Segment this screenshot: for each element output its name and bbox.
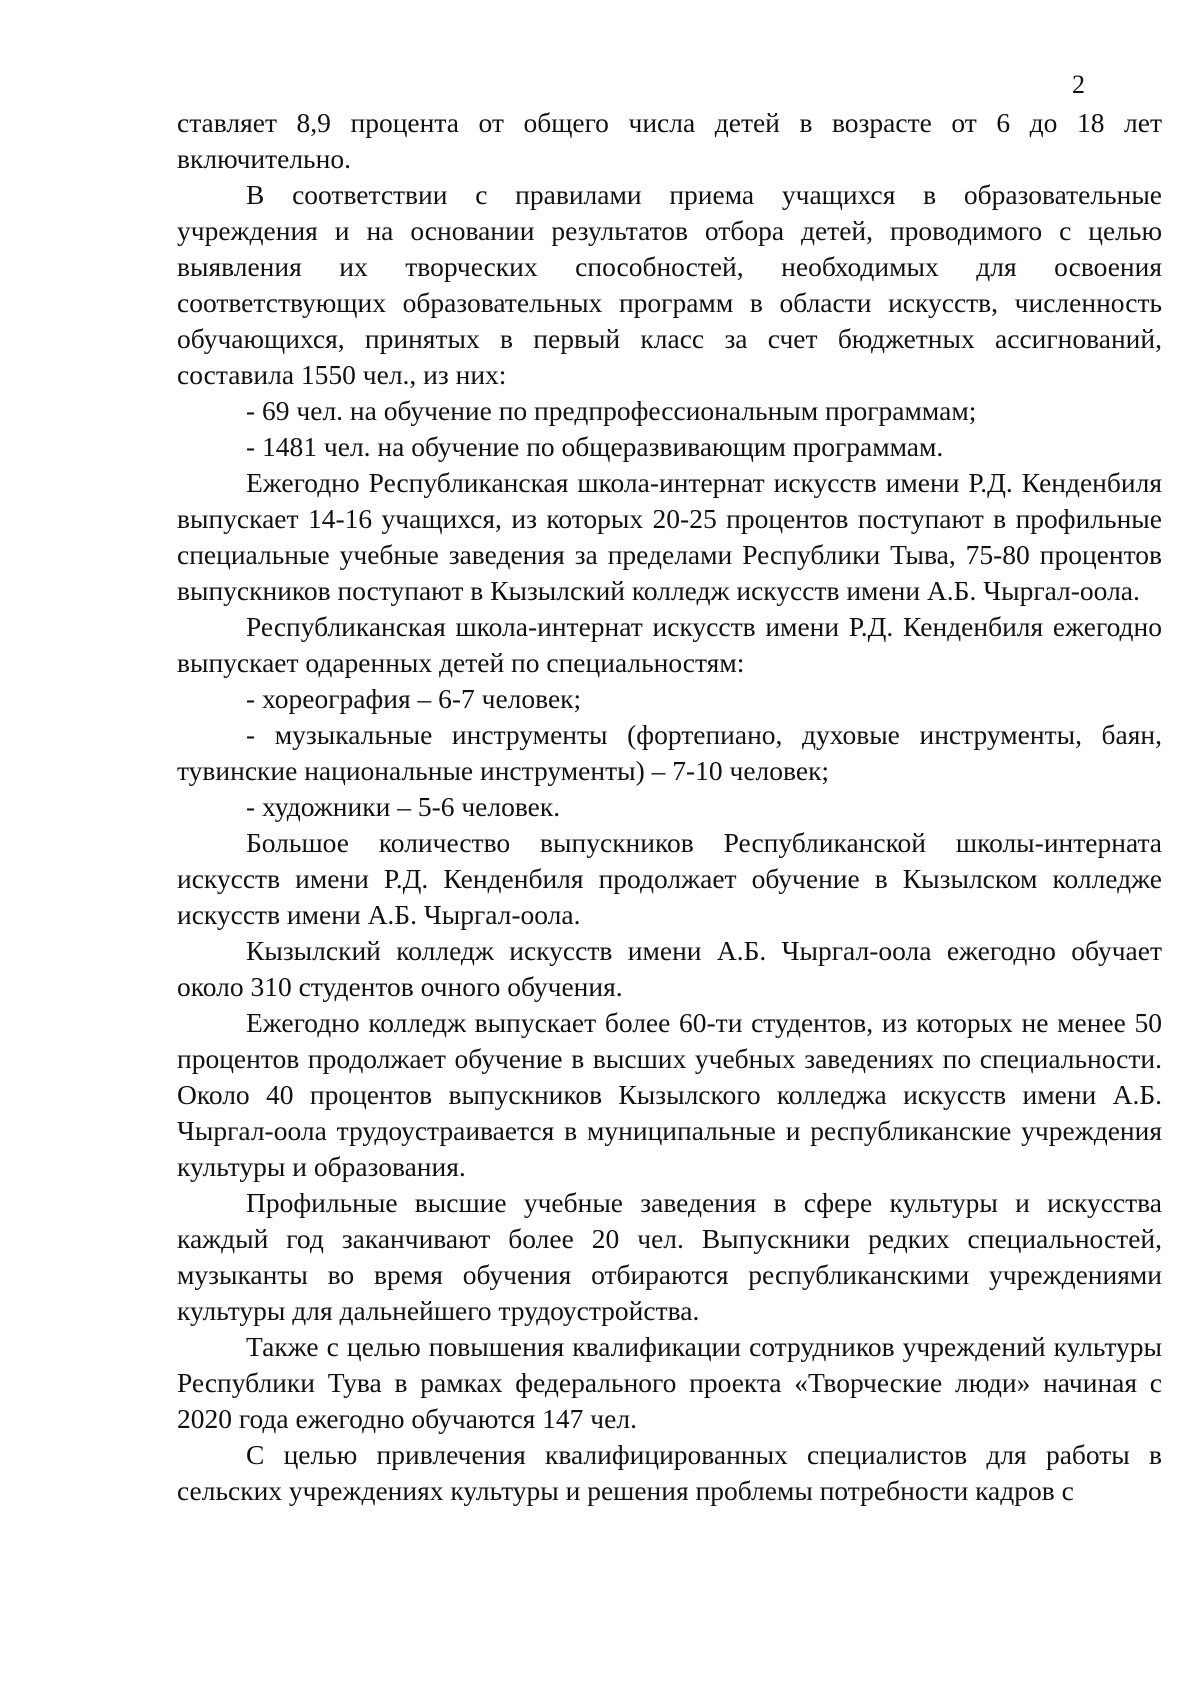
list-item-choreography: - хореография – 6-7 человек; (246, 683, 582, 714)
paragraph-continuation: ставляет 8,9 процента от общего числа детей в возрасте от 6 до 18 лет включительно. (177, 107, 1162, 174)
list-item-preprofessional: - 69 чел. на обучение по предпрофессиональным программам; (246, 395, 977, 426)
paragraph-qualification: Также с целью повышения квалификации сотрудников учреждений культуры Республики Тува в рамках федерального проекта «Творческие люди» начиная с 2020 года ежегодно обучаются 147 чел. (177, 1331, 1162, 1434)
list-item-general-development: - 1481 чел. на обучение по общеразвивающим программам. (246, 431, 944, 462)
paragraph-rural-specialists: С целью привлечения квалифицированных специалистов для работы в сельских учреждениях культуры и решения проблемы потребности кадров с (177, 1439, 1162, 1506)
list-item-artists: - художники – 5-6 человек. (246, 791, 561, 822)
paragraph-school-graduates: Ежегодно Республиканская школа-интернат искусств имени Р.Д. Кенденбиля выпускает 14-16 учащихся, из которых 20-25 процентов поступают в профильные специальные учебные заведения за пределами Республики Тыва, 75-80 процентов выпускников поступают в Кызылский колледж искусств имени А.Б. Чыргал-оола. (177, 467, 1162, 606)
paragraph-college-graduates: Ежегодно колледж выпускает более 60-ти студентов, из которых не менее 50 процентов продолжает обучение в высших учебных заведениях по специальности. Около 40 процентов выпускников Кызылского колледжа искусств имени А.Б. Чыргал-оола трудоустраивается в муниципальные и республиканские учреждения культуры и образования. (177, 1007, 1162, 1182)
paragraph-higher-education: Профильные высшие учебные заведения в сфере культуры и искусства каждый год заканчивают более 20 чел. Выпускники редких специальностей, музыканты во время обучения отбираются республиканскими учреждениями культуры для дальнейшего трудоустройства. (177, 1187, 1162, 1326)
paragraph-continuing-education: Большое количество выпускников Республиканской школы-интерната искусств имени Р.Д. Кенденбиля продолжает обучение в Кызылском колледже искусств имени А.Б. Чыргал-оола. (177, 827, 1162, 930)
paragraph-college-students: Кызылский колледж искусств имени А.Б. Чыргал-оола ежегодно обучает около 310 студентов очного обучения. (177, 935, 1162, 1002)
paragraph-admission: В соответствии с правилами приема учащихся в образовательные учреждения и на основании результатов отбора детей, проводимого с целью выявления их творческих способностей, необходимых для освоения соответствующих образовательных программ в области искусств, численность обучающихся, принятых в первый класс за счет бюджетных ассигнований, составила 1550 чел., из них: (177, 179, 1162, 390)
paragraph-specialties-intro: Республиканская школа-интернат искусств имени Р.Д. Кенденбиля ежегодно выпускает одаренных детей по специальностям: (177, 611, 1162, 678)
list-item-musical-instruments: - музыкальные инструменты (фортепиано, духовые инструменты, баян, тувинские национальные инструменты) – 7-10 человек; (177, 719, 1162, 786)
document-body (177, 105, 1162, 1509)
page-number: 2 (1072, 70, 1085, 99)
